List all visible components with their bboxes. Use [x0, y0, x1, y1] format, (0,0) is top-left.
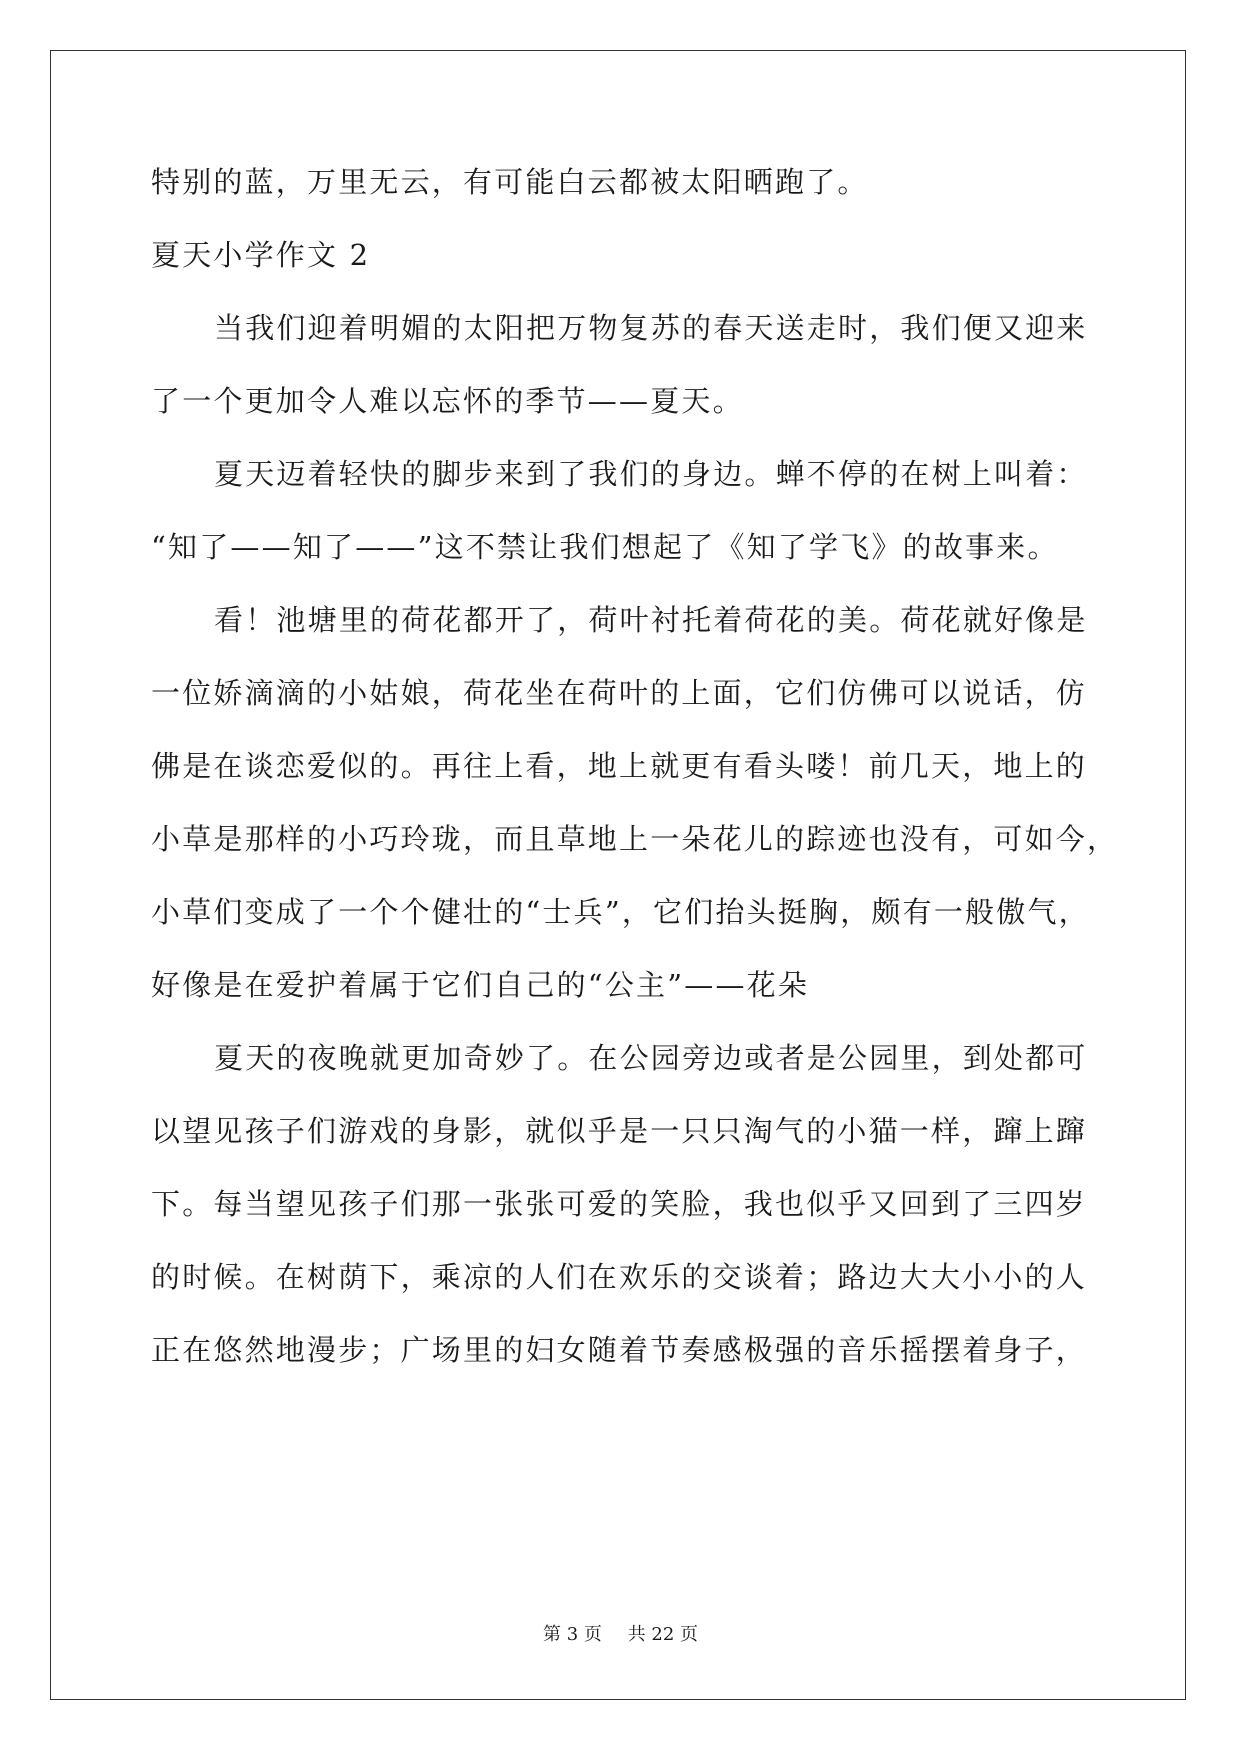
text-line: 夏天的夜晚就更加奇妙了。在公园旁边或者是公园里，到处都可	[214, 1041, 1088, 1075]
text-line: 正在悠然地漫步；广场里的妇女随着节奏感极强的音乐摇摆着身子，	[151, 1333, 1088, 1367]
text-line: 看！池塘里的荷花都开了，荷叶衬托着荷花的美。荷花就好像是	[214, 603, 1088, 637]
page-number: 第 3 页	[543, 1624, 602, 1645]
text-line: 小草们变成了一个个健壮的“士兵”，它们抬头挺胸，颇有一般傲气，	[151, 895, 1090, 929]
text-line: 佛是在谈恋爱似的。再往上看，地上就更有看头喽！前几天，地上的	[151, 749, 1088, 783]
text-line: 以望见孩子们游戏的身影，就似乎是一只只淘气的小猫一样，蹿上蹿	[151, 1114, 1088, 1148]
text-line: 夏天迈着轻快的脚步来到了我们的身边。蝉不停的在树上叫着：	[214, 457, 1088, 491]
section-heading: 夏天小学作文 2	[151, 238, 371, 272]
text-line: 一位娇滴滴的小姑娘，荷花坐在荷叶的上面，它们仿佛可以说话，仿	[151, 676, 1088, 710]
text-line: 当我们迎着明媚的太阳把万物复苏的春天送走时，我们便又迎来	[214, 311, 1088, 345]
page-border	[50, 50, 1186, 1700]
text-line: 特别的蓝，万里无云，有可能白云都被太阳晒跑了。	[151, 165, 869, 199]
text-line: 小草是那样的小巧玲珑，而且草地上一朵花儿的踪迹也没有，可如今，	[151, 822, 1119, 856]
page-footer	[0, 1620, 1241, 1646]
text-line: 的时候。在树荫下，乘凉的人们在欢乐的交谈着；路边大大小小的人	[151, 1260, 1088, 1294]
text-line: 了一个更加令人难以忘怀的季节——夏天。	[151, 384, 744, 418]
text-line: 好像是在爱护着属于它们自己的“公主”——花朵	[151, 968, 810, 1002]
text-line: 下。每当望见孩子们那一张张可爱的笑脸，我也似乎又回到了三四岁	[151, 1187, 1088, 1221]
text-line: “知了——知了——”这不禁让我们想起了《知了学飞》的故事来。	[151, 530, 1059, 564]
page-total: 共 22 页	[627, 1624, 698, 1645]
